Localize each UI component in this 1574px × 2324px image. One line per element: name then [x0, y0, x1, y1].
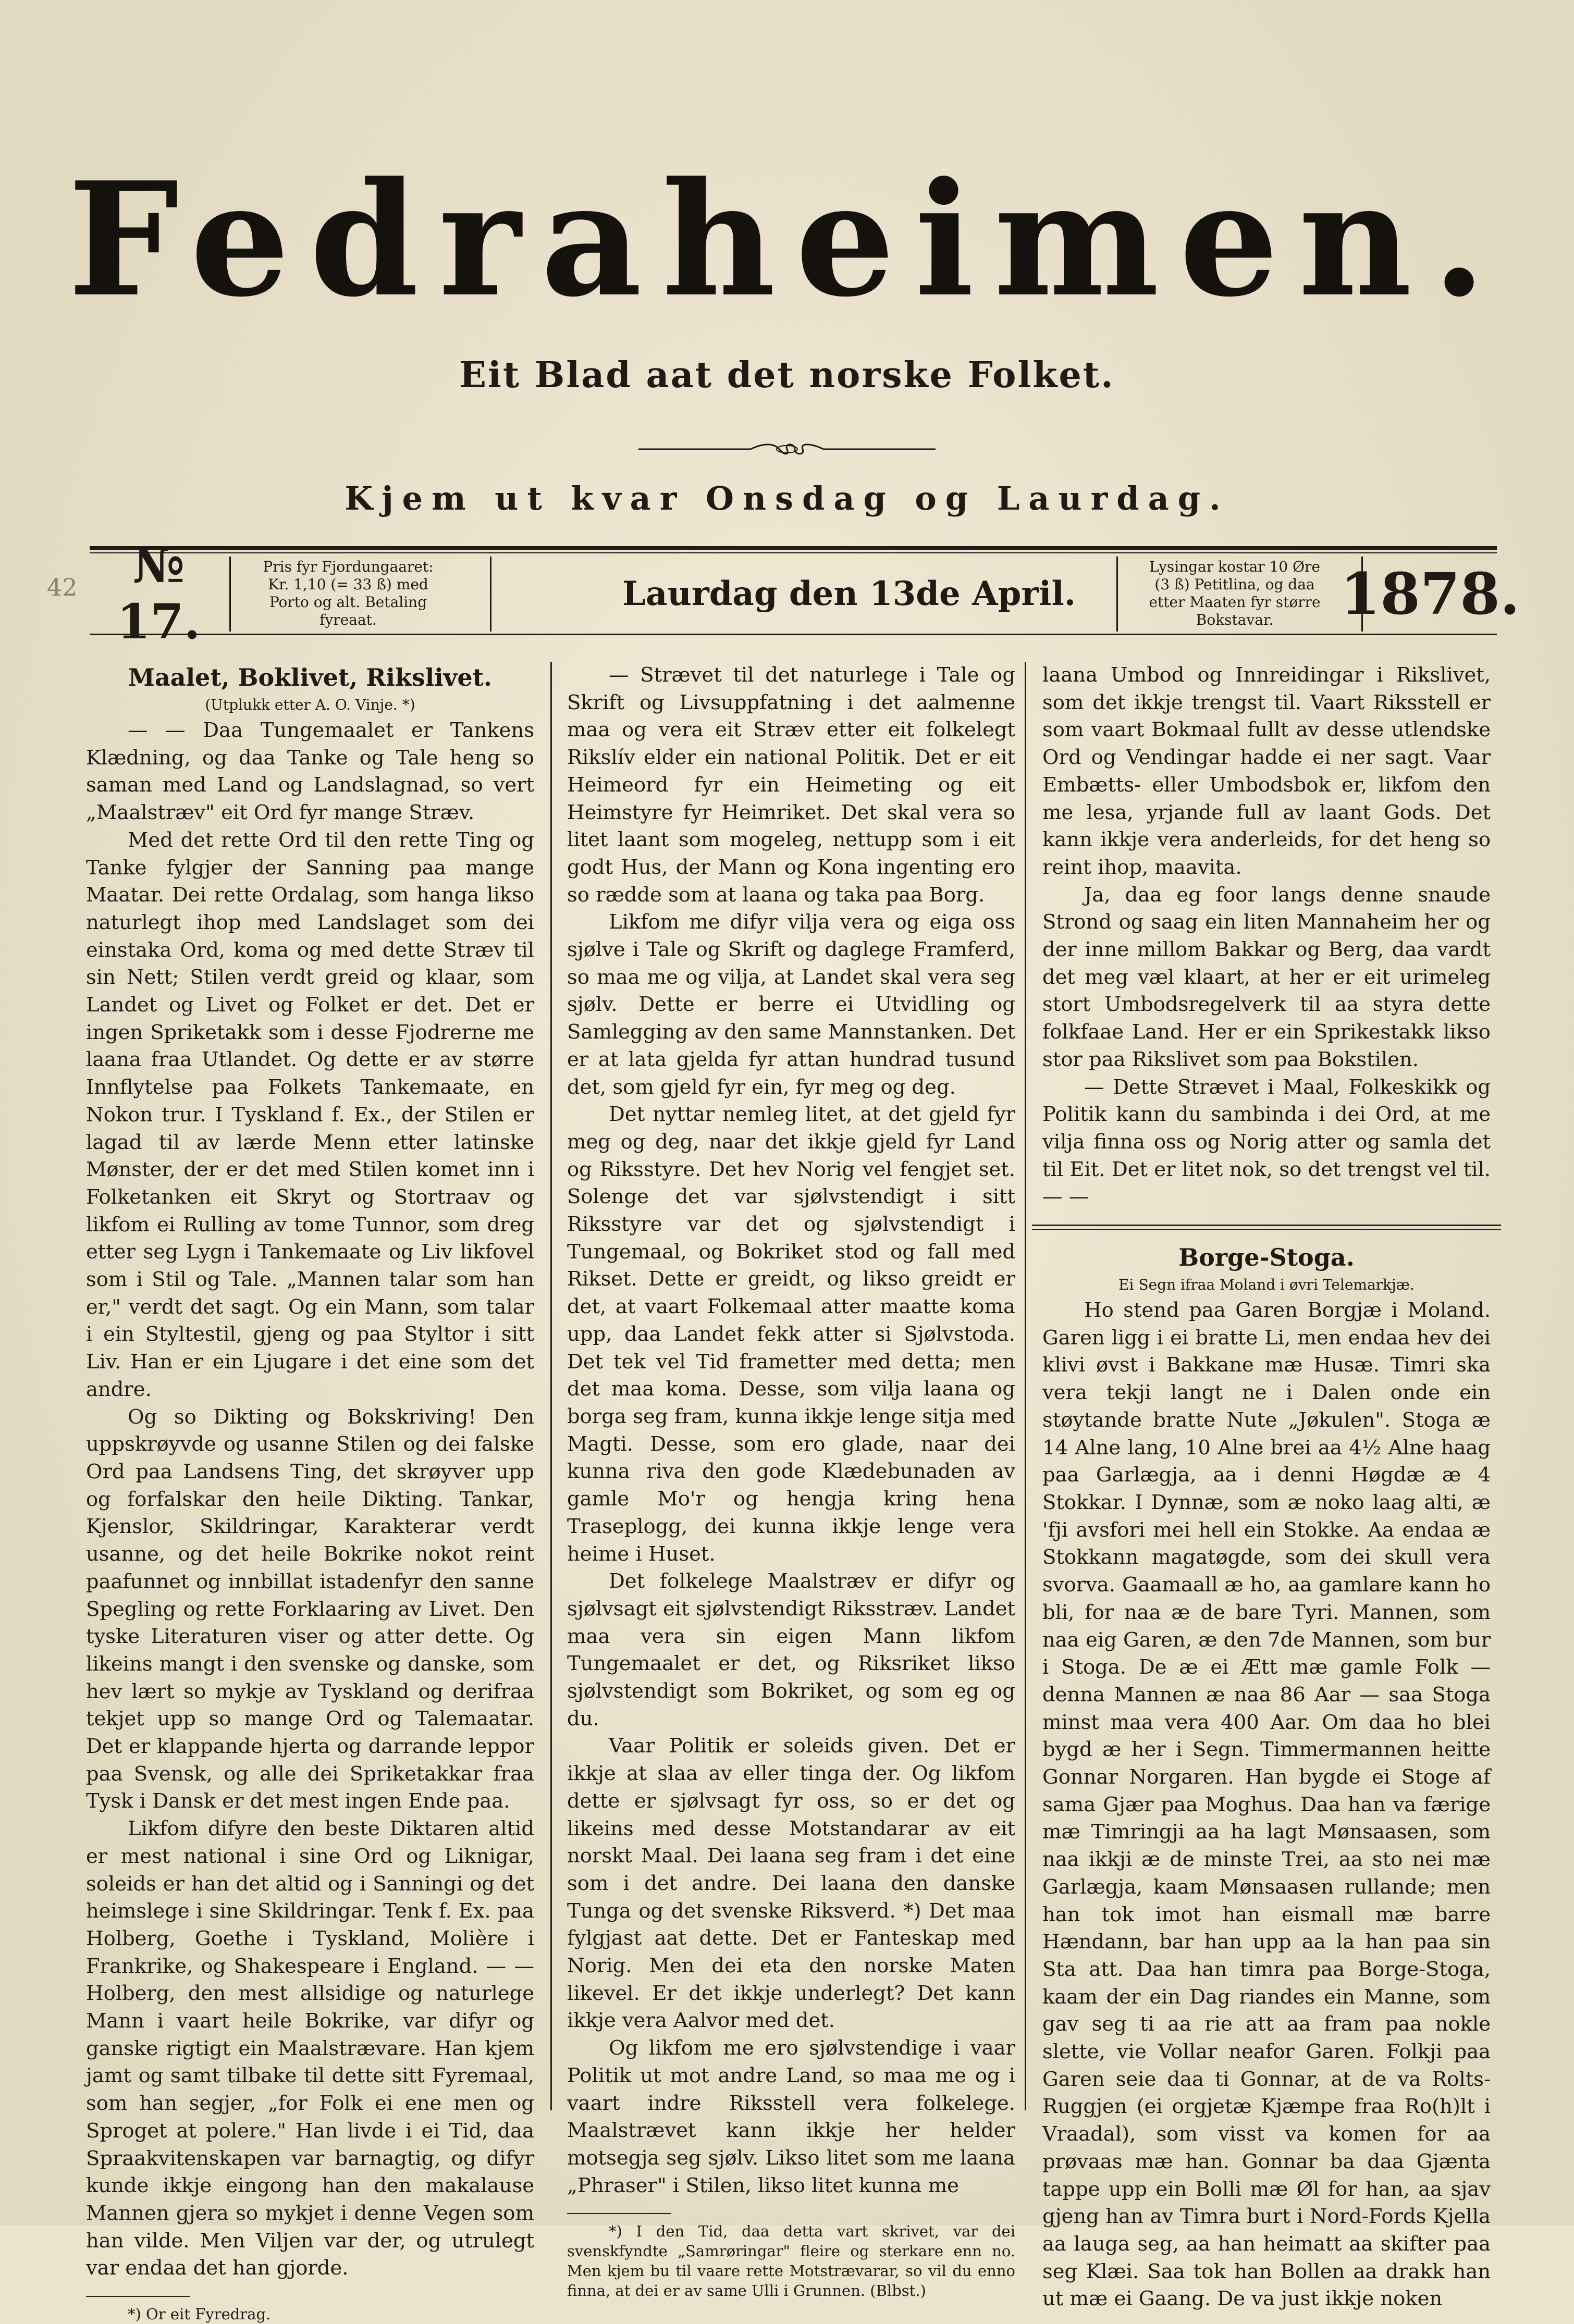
price-cell: [231, 552, 465, 635]
ads-line: Lysingar kostar 10 Øre: [1149, 558, 1321, 575]
paragraph: Vaar Politik er soleids given. Det er ikkje at slaa av eller tinga der. Og likfom dette er sjølvsagt fyr oss, so er det og likeins med desse Motstandarar av eit norskt Maal. Dei laana seg fram i det eine som i det andre. Dei laana den danske Tunga og det svenske Riksverd. *) Det maa fylgjast aat dette. Det er Fanteskap med Norig. Men dei eta den norske Maten likevel. Er det ikkje underlegt? Det kann ikkje vera Aalvor med det.: [567, 1734, 1015, 2033]
paragraph: Og so Dikting og Bokskriving! Den uppskrøyvde og usanne Stilen og dei falske Ord paa Landsens Ting, det skrøyver upp og forfalskar den heile Dikting. Tankar, Kjenslor, Skildringar, Karakterar verdt usanne, og det heile Bokrike nokot reint paafunnet og innbillat istadenfyr den sanne Spegling og rette Forklaaring av Livet. Den tyske Literaturen viser og atter dette. Og likeins mangt i den svenske og danske, som hev lært so mykje av Tyskland og derifraa tekjet upp so mange Ord og Talemaatar. Det er klappande hjerta og darrande leppor paa Svensk, og alle dei Spriketakkar fraa Tysk i Dansk er det mest ingen Ende paa.: [86, 1405, 534, 1813]
issue-info-bar: [90, 537, 1520, 650]
issue-number: № 17.: [117, 537, 201, 650]
paragraph: Ja, daa eg foor langs denne snaude Strond og saag ein liten Mannaheim her og der inne millom Bakkar og Berg, daa vardt det meg væl klaart, at her er eit urimeleg stort Umbodsregelverk til aa styra dette folkfaae Land. Her er ein Sprikestakk likso stor paa Rikslivet som paa Bokstilen.: [1042, 883, 1491, 1071]
masthead-subtitle: Eit Blad aat det norske Folket.: [459, 354, 1115, 396]
footnote: *) Or eit Fyredrag.: [128, 2305, 271, 2323]
ads-line: etter Maaten fyr større: [1149, 594, 1321, 611]
paragraph: Med det rette Ord til den rette Ting og Tanke fylgjer der Sanning paa mange Maatar. Dei rette Ordalag, som hanga likso naturlegt ihop med Landslaget som dei einstaka Ord, koma og med dette Stræv til sin Nett; Stilen verdt greid og klaar, som Landet og Livet og Folket er det. Det er ingen Spriketakk som i desse Fjodrerne me laana fraa Utlandet. Og dette er av større Innflytelse paa Folkets Tankemaate, en Nokon trur. I Tyskland f. Ex., der Stilen er lagad til av lærde Menn etter latinske Mønster, der er det med Stilen komet inn i Folketanken eit Skryt og Stortraav og likfom ei Rulling av tome Tunnor, som dreg etter seg Lygn i Tankemaate og Liv likfovel som i Stil og Tale. „Mannen talar som han er," verdt det sagt. Og ein Mann, som talar i ein Styltestil, gjeng og paa Styltor i sitt Liv. Han er ein Ljugare i det eine som det andre.: [86, 828, 534, 1401]
top-thick-rule: [90, 546, 1497, 550]
date-cell: [492, 552, 1206, 635]
paragraph: — — Daa Tungemaalet er Tankens Klædning, og daa Tanke og Tale heng so saman med Land og Landslagnad, so vert „Maalstræv" eit Ord fyr mange Stræv.: [86, 719, 534, 825]
story-subtitle: Ei Segn ifraa Moland i øvri Telemarkjæ.: [1118, 1276, 1415, 1294]
paragraph: — Strævet til det naturlege i Tale og Skrift og Livsuppfatning i det aalmenne maa og vera eit Stræv etter eit folkelegt Rikslív elder ein national Politik. Det er eit Heimeord fyr ein Heimeting og eit Heimstyre fyr Heimriket. Det skal vera so litet laant som mogeleg, nettupp som i eit godt Hus, der Mann og Kona ingenting ero so rædde som at laana og taka paa Borg.: [567, 663, 1015, 907]
story-title: Borge-Stoga.: [1178, 1243, 1355, 1272]
issue-year: 1878.: [1340, 560, 1520, 627]
column-divider: [1025, 662, 1026, 2110]
footnote-rule: [567, 2213, 671, 2214]
ads-cell: [1118, 552, 1351, 635]
issue-date: Laurdag den 13de April.: [622, 574, 1076, 613]
paragraph: — Dette Strævet i Maal, Folkeskikk og Politik kann du sambinda i dei Ord, at me vilja finna oss og Norig atter og samla det til Eit. Det er litet nok, so det trengst vel til. — —: [1042, 1075, 1491, 1209]
paragraph: Likfom difyre den beste Diktaren altid er mest national i sine Ord og Liknigar, soleids er han det altid og i Sanningi og det heimslege i sine Skildringar. Tenk f. Ex. paa Holberg, Goethe i Tyskland, Molière i Frankrike, og Shakespeare i England. — — Holberg, den mest allsidige og naturlege Mann i vaart heile Bokrike, var difyr og ganske rigtigt ein Maalstrævare. Han kjem jamt og samt tilbake til dette sitt Fyremaal, som han segjer, „for Folk ei ene men og Sproget at polere." Han livde i ei Tid, daa Spraakvitenskapen var barnagtig, og difyr kunde ikkje eingong han den makalause Mannen gjera so mykjet i denne Vegen som han vilde. Men Viljen var der, og utrulegt var endaa det han gjorde.: [86, 1817, 534, 2280]
column-3: [1042, 662, 1491, 2313]
footnote-rule: [86, 2296, 190, 2297]
price-line: Porto og alt. Betaling: [269, 594, 427, 611]
paragraph: Det folkelege Maalstræv er difyr og sjølvsagt eit sjølvstendigt Riksstræv. Landet maa vera sin eigen Mann likfom Tungemaalet er det, og Riksriket likso sjølvstendigt som Bokriket, og som eg og du.: [567, 1569, 1015, 1730]
bar-divider: [1116, 557, 1118, 632]
bar-divider: [490, 557, 491, 632]
paragraph: Likfom me difyr vilja vera og eiga oss sjølve i Tale og Skrift og daglege Framferd, so maa me og vilja, at Landet skal vera seg sjølv. Dette er berre ei Utvidling og Samlegging av den same Mannstanken. Det er at lata gjelda fyr attan hundrad tusund det, som gjeld fyr ein, fyr meg og deg.: [567, 910, 1015, 1099]
article-separator: [1032, 1225, 1501, 1230]
paragraph: laana Umbod og Innreidingar i Rikslivet, som det ikkje trengst til. Vaart Riksstell er som vaart Bokmaal fullt av desse utlendske Ord og Vendingar hadde ei ner sagt. Vaar Embætts- eller Umbodsbok er, likfom den me lesa, yrjande full av laant Gods. Det kann ikkje vera anderleids, for det heng so reint ihop, maavita.: [1042, 663, 1491, 879]
issue-number-cell: [90, 537, 228, 650]
price-info: [263, 558, 433, 629]
footnote: *) I den Tid, daa detta vart skrivet, var dei svenskfyndte „Samrøringar" fleire og sterkare enn no. Men kjem bu til vaare rette Motstrævarar, so vil du enno finna, at dei er av same Ulli i Grunnen. (Blbst.): [567, 2222, 1015, 2300]
article-title: Maalet, Boklivet, Rikslivet.: [128, 663, 492, 691]
bar-divider: [229, 557, 231, 632]
column-2: [567, 662, 1015, 2301]
year-cell: [1340, 552, 1520, 635]
article-subtitle: (Utplukk etter A. O. Vinje. *): [205, 696, 415, 713]
paragraph: Ho stend paa Garen Borgjæ i Moland. Garen ligg i ei bratte Li, men endaa hev dei klivi øvst i Bakkane mæ Husæ. Timri ska vera tekji langt ne i Dalen onde ein støytande bratte Nute „Jøkulen". Stoga æ 14 Alne lang, 10 Alne brei aa 4½ Alne haag paa Garlægja, aa i denni Høgdæ æ 4 Stokkar. I Dynnæ, som æ noko laag alti, æ 'fji avsfori mei hell ein Stokke. Aa endaa æ Stokkann magatøgde, som dei skull vera svorva. Gaamaall æ ho, aa gamlare kann ho bli, for naa æ de bare Tyri. Mannen, som naa eig Garen, æ den 7de Mannen, som bur i Stoga. De æ ei Ætt mæ gamle Folk — denna Mannen æ naa 86 Aar — saa Stoga minst maa vera 400 Aar. Om daa ho blei bygd æ her i Segn. Timmermannen heitte Gonnar Norgaren. Han bygde ei Stoge af sama Gjær paa Moghus. Daa han va færige mæ Timringji aa ha lagt Mønsaasen, som naa ikkji æ de minste Trei, aa sto nei mæ Garlægja, kaam Mønsaasen rullande; men han tok imot han eismall mæ barre Hændann, bar han upp aa la han paa sin Sta att. Daa han timra paa Borge-Stoga, kaam der ein Dag riandes ein Manne, som gav seg ti aa rie att aa fram paa nokle slette, vie Vollar neafor Garen. Folkji paa Garen seie daa ti Gonnar, at de va Rolts-Ruggjen (ei orgjetæ Kjæmpe fraa Ro(h)lt i Vraadal), som visst va komen for aa prøvaas mæ han. Gonnar ba daa Gjænta tappe upp ein Bolli mæ Øl for han, aa sjav gjeng han av Timra burt i Nord-Fords Kjella aa lauga seg, aa han heimatt aa skifter paa seg Klæi. Saa tok han Bollen aa drakk han ut mæ ei Gaang. De va just ikkje noken: [1042, 1299, 1491, 2311]
ornament-divider-icon: [638, 443, 936, 455]
price-line: fyreaat.: [319, 611, 377, 628]
paragraph: Og likfom me ero sjølvstendige i vaar Politik ut mot andre Land, so maa me og i vaart indre Riksstell vera folkelege. Maalstrævet kann ikkje her helder motsegja seg sjølv. Likso litet som me laana „Phraser" i Stilen, likso litet kunna me: [567, 2036, 1015, 2197]
column-divider: [550, 662, 552, 2110]
column-1: [86, 662, 534, 2324]
ads-line: (3 ß) Petitlina, og daa: [1154, 576, 1315, 593]
paragraph: Det nyttar nemleg litet, at det gjeld fyr meg og deg, naar det ikkje gjeld fyr Land og Riksstyre. Det hev Norig vel fengjet set. Solenge det var sjølvstendigt i sitt Riksstyre var det og sjølvstendigt i Tungemaal, og Bokriket stod og fall med Rikset. Dette er greidt, og likso greidt er det, at vaart Folkemaal atter maatte koma upp, daa Landet fekk atter si Sjølvstoda. Det tek vel Tid frametter med detta; men det maa koma. Desse, som vilja laana og borga seg fram, kunna ikkje lenge sitja med Magti. Desse, som ero glade, naar dei kunna riva den gode Klædebunaden av gamle Mo'r og hengja kring hena Traseplogg, dei kunna ikkje lenge vera heime i Huset.: [567, 1103, 1015, 1566]
ads-line: Bokstavar.: [1196, 611, 1274, 628]
publication-schedule: Kjem ut kvar Onsdag og Laurdag.: [345, 479, 1229, 517]
masthead-title: Fedraheimen.: [68, 147, 1506, 331]
ad-pricing: [1149, 558, 1320, 629]
price-line: Kr. 1,10 (= 33 ß) med: [268, 576, 428, 593]
price-line: Pris fyr Fjordungaaret:: [263, 558, 434, 575]
handwritten-marginalia: 42: [47, 573, 78, 601]
